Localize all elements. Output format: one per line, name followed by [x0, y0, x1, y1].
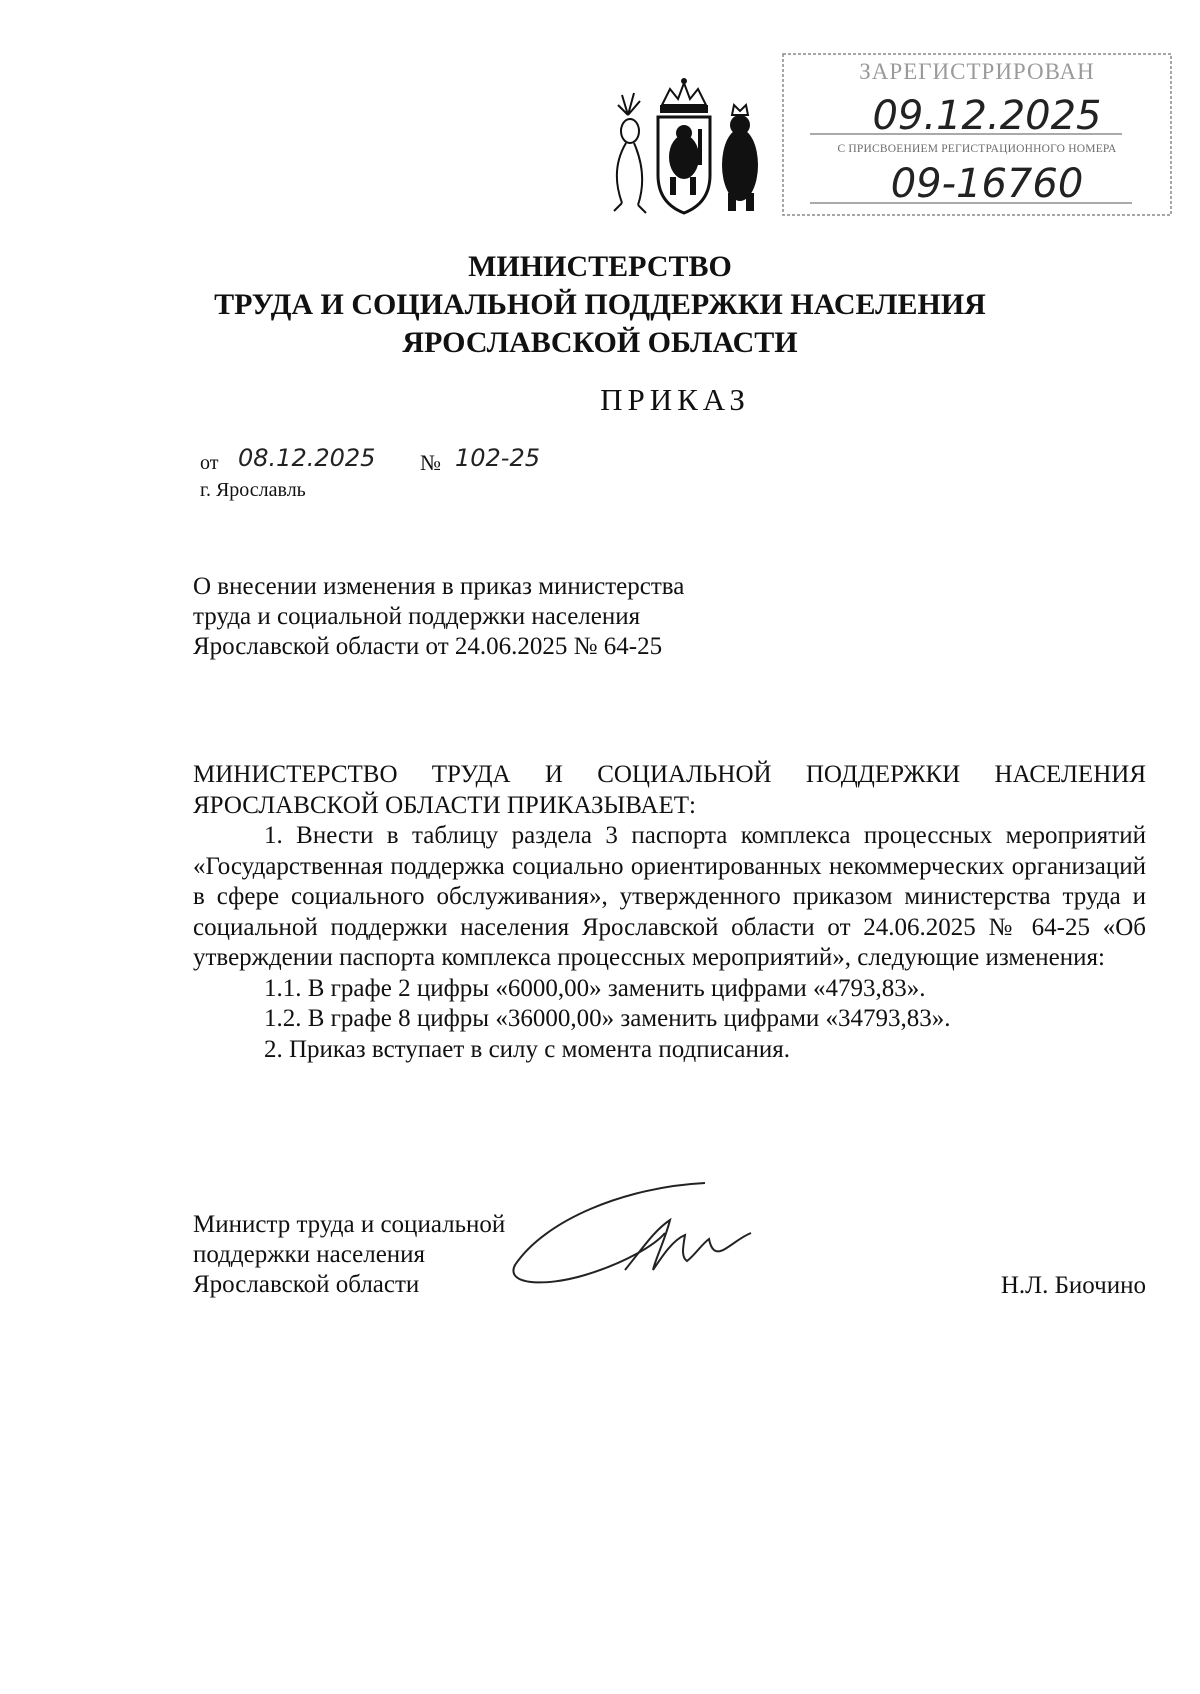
signatory-position-line2: поддержки населения	[193, 1241, 426, 1268]
preamble: МИНИСТЕРСТВО ТРУДА И СОЦИАЛЬНОЙ ПОДДЕРЖКИ НАСЕЛЕНИЯ ЯРОСЛАВСКОЙ ОБЛАСТИ ПРИКАЗЫВАЕТ:	[193, 761, 1146, 819]
registration-stamp	[782, 53, 1172, 216]
item-2: 2. Приказ вступает в силу с момента подписания.	[264, 1035, 790, 1063]
coat-of-arms-emblem	[600, 75, 768, 220]
stamp-number: 09-16760	[890, 161, 1084, 207]
document-type: ПРИКАЗ	[600, 382, 750, 417]
number-value: 102-25	[455, 444, 541, 472]
item-1: 1. Внести в таблицу раздела 3 паспорта комплекса процессных мероприятий «Государственная поддержка социально ориентированных некоммерческих организаций в сфере социального обслуживания», утвержденного приказом министерства труда и социальной поддержки населения Ярославской области от 24.06.2025 № 64-25 «Об утверждении паспорта комплекса процессных мероприятий», следующие изменения:	[193, 822, 1146, 971]
order-body	[193, 760, 1146, 1065]
number-label: №	[420, 450, 441, 475]
ministry-title-line3: ЯРОСЛАВСКОЙ ОБЛАСТИ	[402, 326, 798, 359]
city: г. Ярославль	[200, 479, 306, 501]
signatory-name: Н.Л. Биочино	[1000, 1272, 1146, 1299]
stamp-subtitle: С ПРИСВОЕНИЕМ РЕГИСТРАЦИОННОГО НОМЕРА	[837, 143, 1117, 155]
date-value: 08.12.2025	[238, 444, 376, 472]
date-label: от	[200, 452, 219, 474]
order-subject: О внесении изменения в приказ министерства труда и социальной поддержки населения Ярославской области от 24.06.2025 № 64-25	[193, 573, 685, 660]
handwritten-signature	[505, 1175, 805, 1290]
ministry-title-line1: МИНИСТЕРСТВО	[468, 250, 732, 283]
ministry-title-line2: ТРУДА И СОЦИАЛЬНОЙ ПОДДЕРЖКИ НАСЕЛЕНИЯ	[214, 288, 986, 321]
stamp-title: ЗАРЕГИСТРИРОВАН	[859, 59, 1095, 84]
item-1-1: 1.1. В графе 2 цифры «6000,00» заменить цифрами «4793,83».	[264, 974, 926, 1002]
signatory-position-line3: Ярославской области	[193, 1271, 420, 1298]
signatory-position-line1: Министр труда и социальной	[193, 1211, 506, 1238]
item-1-2: 1.2. В графе 8 цифры «36000,00» заменить цифрами «34793,83».	[264, 1005, 951, 1032]
ministry-title	[150, 248, 1050, 362]
stamp-date: 09.12.2025	[872, 93, 1102, 139]
